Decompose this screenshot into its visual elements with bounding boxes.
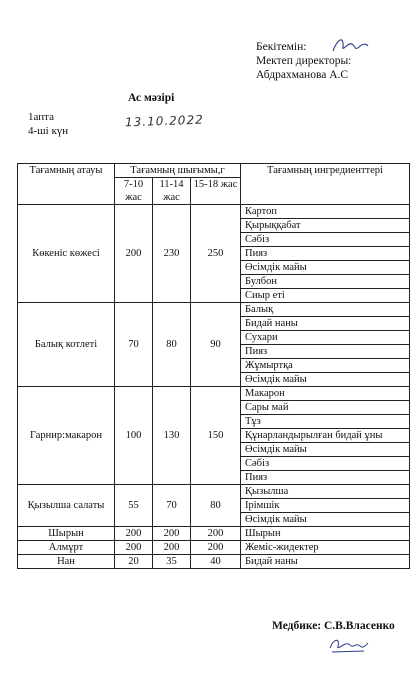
ingredient-item: Қырыққабат	[241, 219, 410, 233]
approval-line-3: Абдрахманова А.С	[256, 69, 349, 81]
portion-value: 200	[115, 527, 153, 541]
ingredient-item: Бидай наны	[241, 555, 410, 569]
col-dish-name-header: Тағамның атауы	[18, 164, 115, 205]
approval-line-1: Бекітемін:	[256, 41, 307, 53]
ingredient-item: Жұмыртқа	[241, 359, 410, 373]
portion-value: 200	[191, 541, 241, 555]
ingredient-item: Сәбіз	[241, 457, 410, 471]
dish-name: Қызылша салаты	[18, 485, 115, 527]
portion-value: 70	[153, 485, 191, 527]
dish-name: Балық котлеті	[18, 303, 115, 387]
table-row	[18, 485, 410, 499]
portion-value: 80	[153, 303, 191, 387]
portion-value: 130	[153, 387, 191, 485]
menu-date: 13.10.2022	[124, 112, 204, 130]
day-label: 4-ші күн	[28, 125, 69, 137]
portion-value: 230	[153, 205, 191, 303]
table-header-row	[18, 164, 410, 178]
ingredient-item: Булбон	[241, 275, 410, 289]
ingredient-item: Картоп	[241, 205, 410, 219]
portion-value: 200	[153, 541, 191, 555]
ingredient-item: Шырын	[241, 527, 410, 541]
ingredient-item: Сиыр еті	[241, 289, 410, 303]
ingredient-item: Пияз	[241, 471, 410, 485]
portion-value: 200	[191, 527, 241, 541]
ingredient-item: Пияз	[241, 247, 410, 261]
dish-name: Көкеніс көжесі	[18, 205, 115, 303]
menu-title: Ас мәзірі	[128, 92, 175, 104]
portion-value: 55	[115, 485, 153, 527]
dish-name: Алмұрт	[18, 541, 115, 555]
portion-value: 90	[191, 303, 241, 387]
ingredient-item: Сәбіз	[241, 233, 410, 247]
ingredient-item: Өсімдік майы	[241, 443, 410, 457]
week-label: 1апта	[28, 111, 54, 123]
ingredient-item: Ірімшік	[241, 499, 410, 513]
table-row	[18, 541, 410, 555]
portion-value: 20	[115, 555, 153, 569]
ingredient-item: Пияз	[241, 345, 410, 359]
ingredient-item: Қызылша	[241, 485, 410, 499]
ingredient-item: Өсімдік майы	[241, 261, 410, 275]
portion-value: 200	[115, 541, 153, 555]
table-row	[18, 303, 410, 317]
portion-value: 100	[115, 387, 153, 485]
director-signature	[330, 34, 370, 56]
ingredient-item: Сары май	[241, 401, 410, 415]
ingredient-item: Тұз	[241, 415, 410, 429]
ingredient-item: Жеміс-жидектер	[241, 541, 410, 555]
age-group-header: 15-18 жас	[191, 178, 241, 205]
nurse-name: Медбике: С.В.Власенко	[272, 620, 395, 632]
ingredient-item: Бидай наны	[241, 317, 410, 331]
dish-name: Нан	[18, 555, 115, 569]
week-day-block	[28, 110, 68, 138]
ingredient-item: Құнарландырылған бидай ұны	[241, 429, 410, 443]
portion-value: 200	[153, 527, 191, 541]
menu-table	[17, 163, 410, 569]
portion-value: 40	[191, 555, 241, 569]
table-row	[18, 205, 410, 219]
ingredient-item: Сухари	[241, 331, 410, 345]
table-row	[18, 555, 410, 569]
portion-value: 80	[191, 485, 241, 527]
col-ingredients-header: Тағамның ингредиенттері	[241, 164, 410, 205]
table-row	[18, 387, 410, 401]
nurse-signature	[326, 634, 370, 656]
ingredient-item: Балық	[241, 303, 410, 317]
age-group-header: 11-14 жас	[153, 178, 191, 205]
approval-line-2: Мектеп директоры:	[256, 55, 352, 67]
portion-value: 70	[115, 303, 153, 387]
portion-value: 250	[191, 205, 241, 303]
dish-name: Гарнир:макарон	[18, 387, 115, 485]
portion-value: 200	[115, 205, 153, 303]
ingredient-item: Өсімдік майы	[241, 373, 410, 387]
ingredient-item: Макарон	[241, 387, 410, 401]
age-group-header: 7-10 жас	[115, 178, 153, 205]
portion-value: 150	[191, 387, 241, 485]
ingredient-item: Өсімдік майы	[241, 513, 410, 527]
dish-name: Шырын	[18, 527, 115, 541]
table-row	[18, 527, 410, 541]
col-output-header: Тағамның шығымы,г	[115, 164, 241, 178]
portion-value: 35	[153, 555, 191, 569]
